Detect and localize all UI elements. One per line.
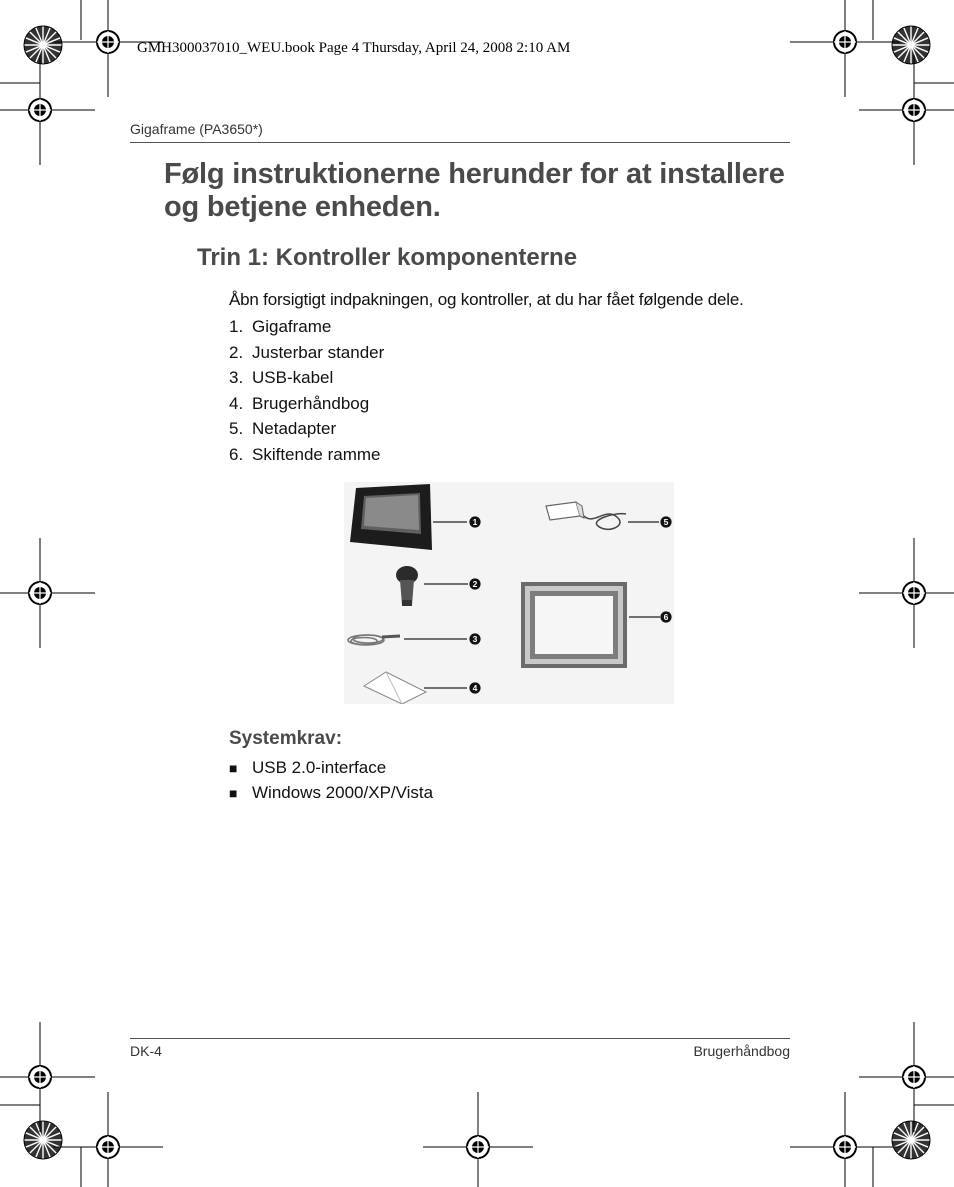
list-item: ■ Windows 2000/XP/Vista xyxy=(229,783,434,802)
list-item: 5. Netadapter xyxy=(229,419,337,439)
running-header: Gigaframe (PA3650*) xyxy=(130,121,263,137)
crosshair-bottom-1 xyxy=(53,1092,163,1187)
parts-list xyxy=(229,316,384,470)
step-heading: Trin 1: Kontroller komponenterne xyxy=(197,244,578,271)
svg-text:1: 1 xyxy=(472,517,478,527)
svg-text:2: 2 xyxy=(472,579,478,589)
svg-text:4: 4 xyxy=(472,683,478,693)
requirements-heading: Systemkrav: xyxy=(229,728,343,749)
crosshair-left-middle xyxy=(0,538,95,648)
crosshair-right-bottom xyxy=(859,1022,954,1132)
crosshair-right-top xyxy=(859,55,954,165)
crosshair-bottom-3 xyxy=(790,1092,900,1187)
alternative-frame-illustration xyxy=(521,582,627,668)
list-item: ■ USB 2.0-interface xyxy=(229,758,387,777)
footer-book-title: Brugerhåndbog xyxy=(693,1043,790,1059)
registration-star-bottom-right xyxy=(892,1121,930,1159)
gigaframe-illustration xyxy=(350,484,432,550)
list-item: 4. Brugerhåndbog xyxy=(229,393,370,413)
list-item: 1. Gigaframe xyxy=(229,317,332,336)
crosshair-bottom-2 xyxy=(423,1092,533,1187)
header-rule xyxy=(130,142,790,143)
page-title: Følg instruktionerne herunder for at installere og betjene enheden. xyxy=(164,158,785,223)
registration-star-bottom-left xyxy=(24,1121,62,1159)
crosshair-right-middle xyxy=(859,538,954,648)
registration-star-top-right xyxy=(892,26,930,64)
svg-text:6: 6 xyxy=(663,612,669,622)
list-item: 2. Justerbar stander xyxy=(229,342,385,362)
list-item: 6. Skiftende ramme xyxy=(229,444,381,464)
square-bullet-icon: ■ xyxy=(229,760,238,776)
svg-text:3: 3 xyxy=(472,634,478,644)
requirements-list xyxy=(229,757,433,807)
crosshair-left-top xyxy=(0,55,95,165)
square-bullet-icon: ■ xyxy=(229,785,238,801)
page-number: DK-4 xyxy=(130,1043,162,1059)
intro-text: Åbn forsigtigt indpakningen, og kontroller, at du har fået følgende dele. xyxy=(229,290,744,309)
footer-rule xyxy=(130,1038,790,1039)
crosshair-left-bottom xyxy=(0,1022,95,1132)
registration-star-top-left xyxy=(24,26,62,64)
svg-text:5: 5 xyxy=(663,517,669,527)
crosshair-top-2 xyxy=(790,0,900,97)
list-item: 3. USB-kabel xyxy=(229,368,334,388)
components-figure xyxy=(344,482,674,704)
print-slug: GMH300037010_WEU.book Page 4 Thursday, April 24, 2008 2:10 AM xyxy=(137,40,571,56)
